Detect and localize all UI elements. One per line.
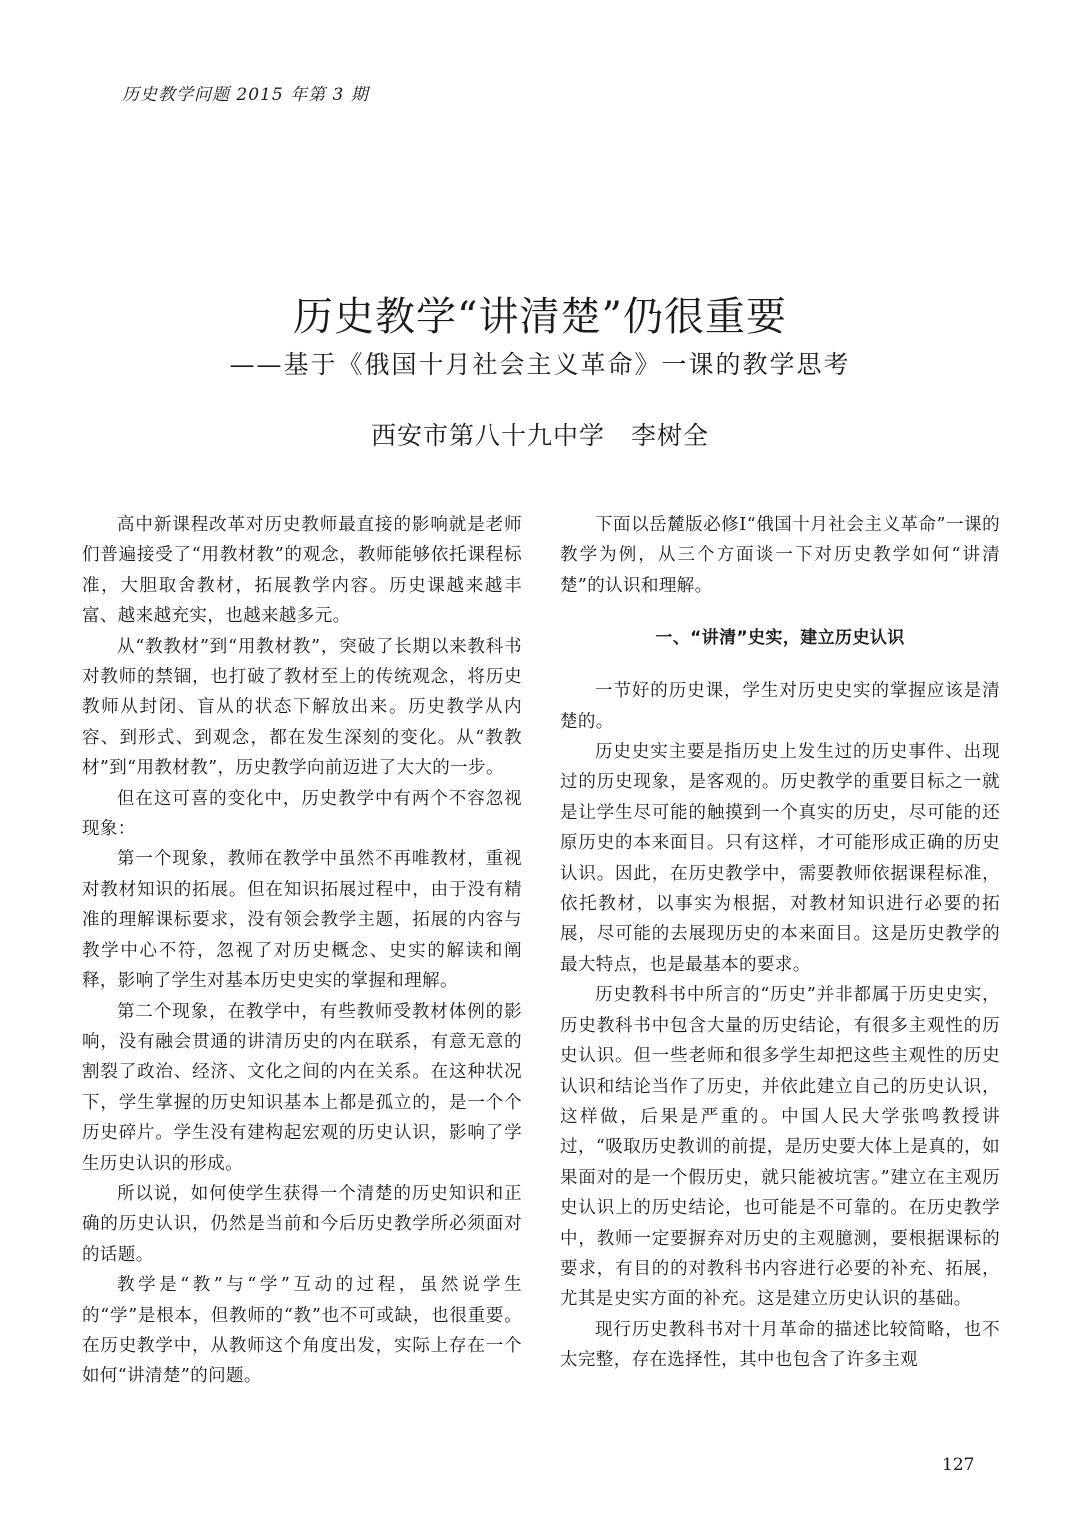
paragraph: 高中新课程改革对历史教师最直接的影响就是老师们普遍接受了“用教材教”的观念，教师能够依托课程标准，大胆取舍教材，拓展教学内容。历史课越来越丰富、越来越充实，也越来越多元。 xyxy=(82,515,522,627)
article-subtitle: ——基于《俄国十月社会主义革命》一课的教学思考 xyxy=(229,350,851,379)
page-number: 127 xyxy=(942,1455,975,1475)
paragraph: 历史史实主要是指历史上发生过的历史事件、出现过的历史现象，是客观的。历史教学的重要目标之一就是让学生尽可能的触摸到一个真实的历史，尽可能的还原历史的本来面目。只有这样，才可能形成正确的历史认识。因此，在历史教学中，需要教师依据课程标准，依托教材，以事实为根据，对教材知识进行必要的拓展，尽可能的去展现历史的本来面目。这是历史教学的最大特点，也是最基本的要求。 xyxy=(560,742,1000,975)
paragraph: 但在这可喜的变化中，历史教学中有两个不容忽视现象： xyxy=(82,788,522,840)
article-title: 历史教学“讲清楚”仍很重要 xyxy=(293,293,787,340)
author-line: 西安市第八十九中学 李树全 xyxy=(370,421,709,450)
section-heading: 一、“讲清”史实，建立历史认识 xyxy=(655,628,905,649)
running-head: 历史教学问题 2015 年第 3 期 xyxy=(122,85,369,105)
paragraph: 教学是“教”与“学”互动的过程，虽然说学生的“学”是根本，但教师的“教”也不可或缺，也很重要。在历史教学中，从教师这个角度出发，实际上存在一个如何“讲清楚”的问题。 xyxy=(82,1275,522,1387)
paragraph: 第二个现象，在教学中，有些教师受教材体例的影响，没有融会贯通的讲清历史的内在联系，有意无意的割裂了政治、经济、文化之间的内在关系。在这种状况下，学生掌握的历史知识基本上都是孤立的，是一个个历史碎片。学生没有建构起宏观的历史认识，影响了学生历史认识的形成。 xyxy=(82,1001,522,1174)
paragraph: 所以说，如何使学生获得一个清楚的历史知识和正确的历史认识，仍然是当前和今后历史教学所必须面对的话题。 xyxy=(82,1183,522,1265)
paragraph: 历史教科书中所言的“历史”并非都属于历史史实，历史教科书中包含大量的历史结论，有很多主观性的历史认识。但一些老师和很多学生却把这些主观性的历史认识和结论当作了历史，并依此建立自己的历史认识，这样做，后果是严重的。中国人民大学张鸣教授讲过，“吸取历史教训的前提，是历史要大体上是真的，如果面对的是一个假历史，就只能被坑害。”建立在主观历史认识上的历史结论，也可能是不可靠的。在历史教学中，教师一定要摒弃对历史的主观臆测，要根据课标的要求，有目的的对教科书内容进行必要的补充、拓展，尤其是史实方面的补充。这是建立历史认识的基础。 xyxy=(560,985,1000,1310)
paragraph: 第一个现象，教师在教学中虽然不再唯教材，重视对教材知识的拓展。但在知识拓展过程中，由于没有精准的理解课标要求，没有领会教学主题，拓展的内容与教学中心不符，忽视了对历史概念、史实的解读和阐释，影响了学生对基本历史史实的掌握和理解。 xyxy=(82,849,522,992)
left-column xyxy=(82,510,522,1392)
paragraph: 一节好的历史课，学生对历史史实的掌握应该是清楚的。 xyxy=(560,681,1000,732)
paragraph: 下面以岳麓版必修Ⅰ“俄国十月社会主义革命”一课的教学为例，从三个方面谈一下对历史教学如何“讲清楚”的认识和理解。 xyxy=(560,515,1000,596)
right-column xyxy=(560,510,1000,1376)
paragraph: 现行历史教科书对十月革命的描述比较简略，也不太完整，存在选择性，其中也包含了许多主观 xyxy=(560,1319,1000,1371)
paragraph: 从“教教材”到“用教材教”，突破了长期以来教科书对教师的禁锢，也打破了教材至上的传统观念，将历史教师从封闭、盲从的状态下解放出来。历史教学从内容、到形式、到观念，都在发生深刻的变化。从“教教材”到“用教材教”，历史教学向前迈进了大大的一步。 xyxy=(82,636,522,779)
